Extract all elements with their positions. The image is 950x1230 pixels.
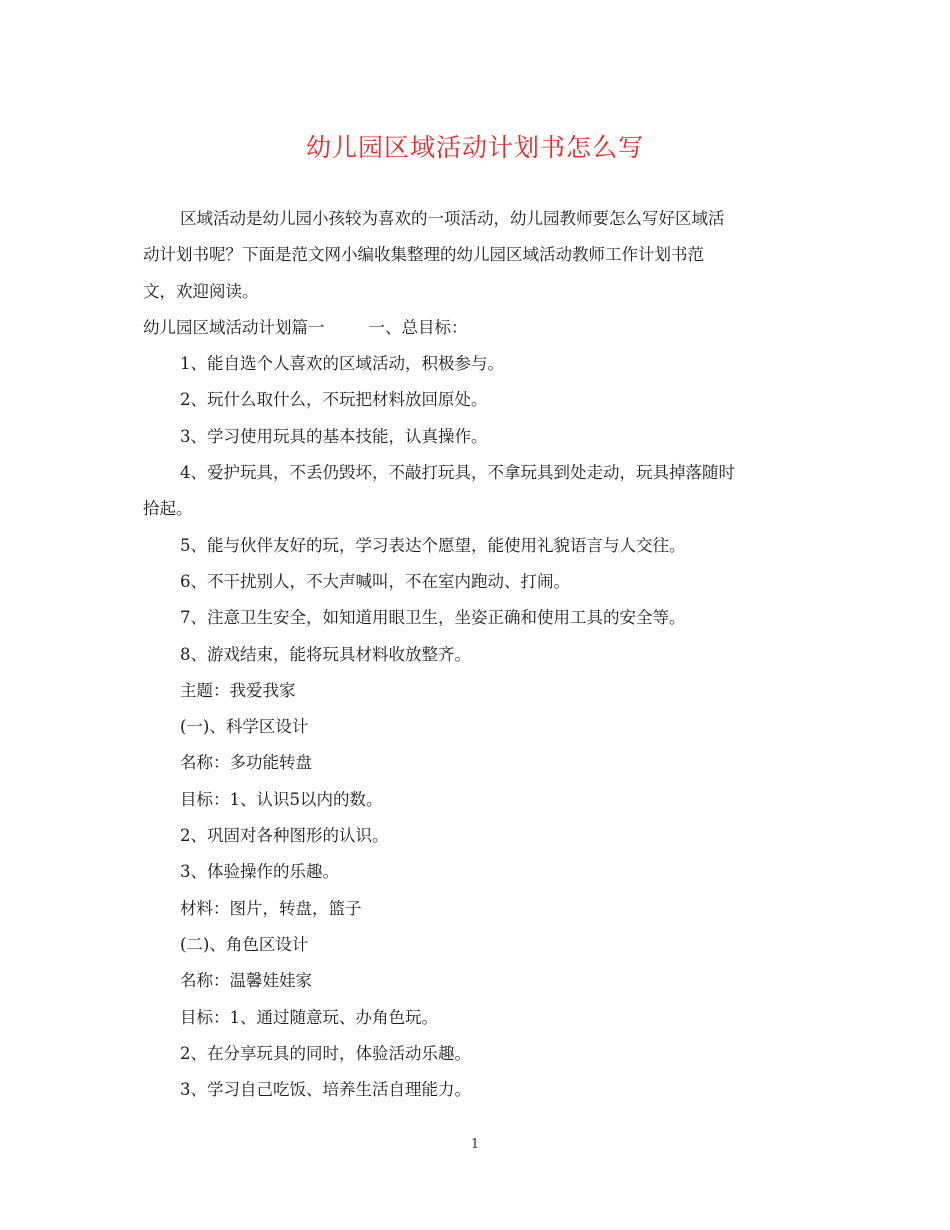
- goal-item-3: 3、学习使用玩具的基本技能，认真操作。: [180, 426, 488, 446]
- role-area-goal-3: 3、学习自己吃饭、培养生活自理能力。: [180, 1080, 471, 1100]
- intro-line-3: 文，欢迎阅读。: [143, 281, 259, 301]
- goal-item-8: 8、游戏结束，能将玩具材料收放整齐。: [180, 644, 471, 664]
- goal-item-1: 1、能自选个人喜欢的区域活动，积极参与。: [180, 354, 504, 374]
- goal-item-6: 6、不干扰别人，不大声喊叫，不在室内跑动、打闹。: [180, 571, 570, 591]
- goal-item-7: 7、注意卫生安全，如知道用眼卫生，坐姿正确和使用工具的安全等。: [180, 608, 686, 628]
- role-area-goal-2: 2、在分享玩具的同时，体验活动乐趣。: [180, 1043, 471, 1063]
- role-area-goal-1: 目标：1、通过随意玩、办角色玩。: [180, 1007, 438, 1027]
- document-body: [143, 201, 808, 1108]
- theme-line: 主题：我爱我家: [180, 680, 296, 700]
- section-heading-title: 幼儿园区域活动计划篇一: [143, 317, 325, 337]
- science-area-goal-3: 3、体验操作的乐趣。: [180, 862, 339, 882]
- science-area-heading: (一)、科学区设计: [180, 717, 309, 737]
- document-title: 幼儿园区域活动计划书怎么写: [305, 133, 644, 162]
- science-area-materials: 材料：图片，转盘，篮子: [180, 898, 362, 918]
- page-number: 1: [470, 1137, 480, 1152]
- science-area-goal-1: 目标：1、认识5以内的数。: [180, 789, 383, 809]
- goal-item-4: 4、爱护玩具，不丢仍毁坏，不敲打玩具，不拿玩具到处走动，玩具掉落随时: [180, 463, 735, 483]
- section-heading: [143, 310, 808, 346]
- role-area-heading: (二)、角色区设计: [180, 934, 309, 954]
- goal-item-4-continued: 拾起。: [143, 499, 193, 519]
- intro-line-2: 动计划书呢？下面是范文网小编收集整理的幼儿园区域活动教师工作计划书范: [143, 245, 704, 265]
- science-area-goal-2: 2、巩固对各种图形的认识。: [180, 826, 389, 846]
- goal-item-5: 5、能与伙伴友好的玩，学习表达个愿望，能使用礼貌语言与人交往。: [180, 535, 686, 555]
- goal-item-2: 2、玩什么取什么，不玩把材料放回原处。: [180, 390, 488, 410]
- section-heading-subtitle: 一、总目标：: [368, 317, 468, 337]
- intro-line-1: 区域活动是幼儿园小孩较为喜欢的一项活动，幼儿园教师要怎么写好区域活: [180, 209, 725, 228]
- science-area-name: 名称：多功能转盘: [180, 753, 312, 773]
- role-area-name: 名称：温馨娃娃家: [180, 971, 312, 991]
